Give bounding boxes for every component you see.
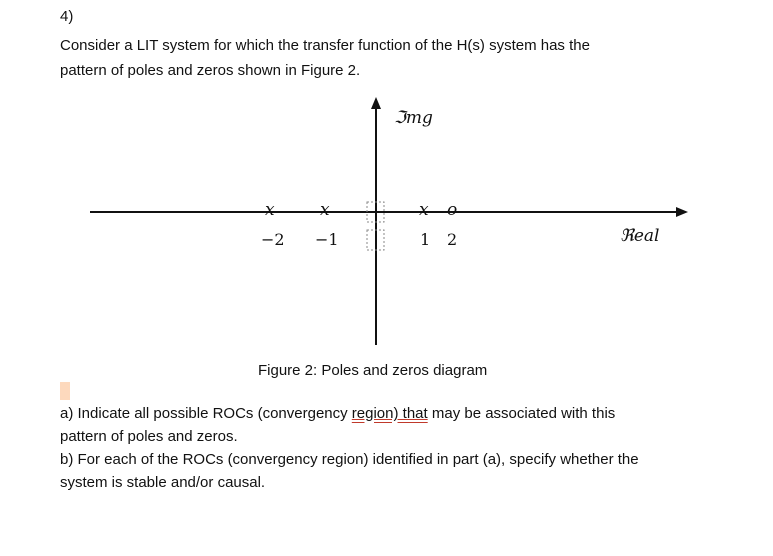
imag-axis-arrow [371, 97, 381, 109]
tick-label: −2 [261, 230, 285, 249]
question-number: 4) [60, 8, 74, 25]
pole-marker: x [265, 200, 275, 220]
part-b-line-1: b) For each of the ROCs (convergency region) identified in part (a), specify whether the [60, 451, 639, 468]
text-cursor [60, 382, 70, 400]
real-axis-label: ℜeal [620, 226, 660, 246]
tick-label: 1 [420, 230, 431, 249]
intro-line-2: pattern of poles and zeros shown in Figure 2. [60, 62, 361, 79]
part-a-line-1 [60, 405, 615, 422]
tick-label: −1 [315, 230, 339, 249]
pole-marker: x [419, 200, 429, 220]
real-axis-arrow [676, 207, 688, 217]
part-a-text: may be associated with this [427, 405, 616, 422]
figure-caption: Figure 2: Poles and zeros diagram [258, 362, 488, 379]
part-b-line-2: system is stable and/or causal. [60, 474, 266, 491]
part-a-text: a) Indicate all possible ROCs (convergency [60, 405, 352, 422]
pole-marker: x [320, 200, 330, 220]
imag-axis-label: ℑmg [394, 108, 433, 128]
zero-marker: o [447, 200, 458, 220]
tick-label: 2 [447, 230, 458, 249]
spellcheck-underlined-text: region) that [351, 405, 428, 422]
intro-line-1: Consider a LIT system for which the transfer function of the H(s) system has the [60, 37, 590, 54]
part-a-line-2: pattern of poles and zeros. [60, 428, 238, 445]
